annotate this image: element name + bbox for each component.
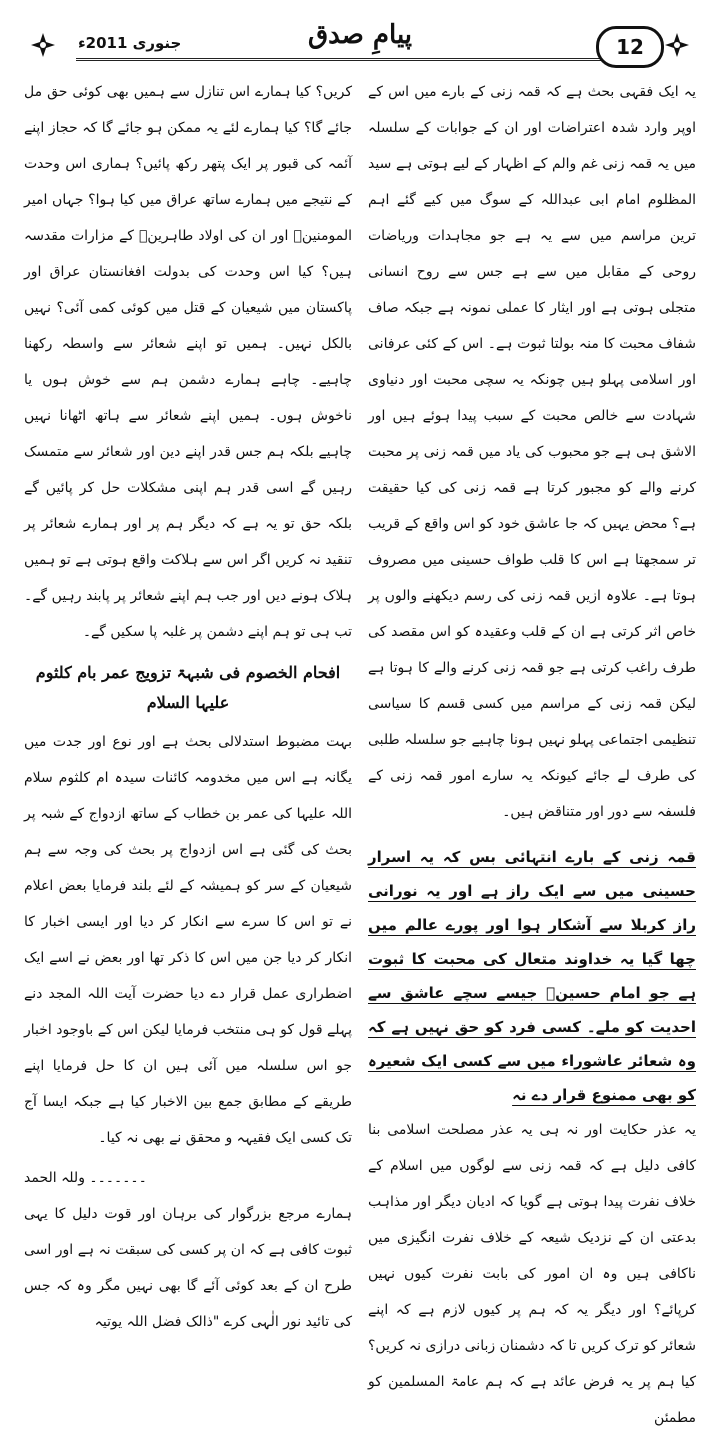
section-heading: افحام الخصوم فی شبہۃ تزویج عمر بام کلثوم علیہا السلام <box>35 663 341 712</box>
highlighted-passage: قمہ زنی کے بارے انتہائی بس کہ یہ اسرار حسینی میں سے ایک راز ہے اور یہ نورانی راز کربلا سے آشکار ہوا اور پورے عالم میں چھا گیا یہ خداوند متعال کی محبت کا ثبوت ہے جو امام حسینؑ جیسے سچے عاشق سے احدیت کو ملے۔ کسی فرد کو حق نہیں ہے کہ وہ شعائر عاشوراء میں سے کسی ایک شعیرہ کو بھی ممنوع قرار دے نہ <box>368 848 696 1104</box>
article-paragraph: یہ عذر حکایت اور نہ ہی یہ عذر مصلحت اسلامی بنا کافی دلیل ہے کہ قمہ زنی سے لوگوں میں اسلام کے خلاف نفرت پیدا ہوتی ہے گویا کہ ادیان دیگر اور مذاہب بدعتی ان کے نزدیک شیعہ کے خلاف نفرت انگیزی میں ناکافی ہیں وہ ان امور کی بابت نفرت کیوں نہیں کرپائے؟ اور دیگر یہ کہ ہم پر کیوں لازم ہے کہ اپنے شعائر کو ترک کریں تا کہ دشمنان زبانی درازی نہ کریں؟ کیا ہم پر یہ فرض عائد ہے کہ ہم عامۃ المسلمین کو مطمئن <box>368 1122 696 1426</box>
left-column <box>24 74 352 1330</box>
masthead: پیامِ صدق <box>307 20 413 50</box>
closing-phrase: ۔۔۔۔۔۔۔ وللہ الحمد <box>24 1170 147 1186</box>
article-paragraph: بہت مضبوط استدلالی بحث ہے اور نوع اور جدت میں یگانہ ہے اس میں مخدومہ کائنات سیدہ ام کلثوم سلام اللہ علیہا کی عمر بن خطاب کے ساتھ ازدواج کے شبہ پر بحث کی گئی ہے اس ازدواج پر بحث کی وجہ سے ہم شیعیان کے سر کو ہمیشہ کے لئے بلند فرمایا بعض اعلام نے تو اس کا سرے سے انکار کر دیا اور ایسی اخبار کا انکار کر دیا جن میں اس کا ذکر تھا اور بعض نے اسے ایک اضطراری عمل قرار دے دیا حضرت آیت اللہ المجد دنے پہلے قول کو ہی منتخب فرمایا لیکن اس کے باوجود اخبار جو اس سلسلہ میں آئی ہیں ان کا حل فرمایا اپنے طریقے کے مطابق جمع بین الاخبار کیا ہے جبکہ ایسا آج تک کسی ایک فقیہہ و محقق نے بھی نہ کیا۔ <box>24 734 352 1146</box>
floral-ornament-icon <box>664 32 690 58</box>
page-number: 12 <box>596 26 664 68</box>
article-paragraph: یہ ایک فقہی بحث ہے کہ قمہ زنی کے بارے میں اس کے اوپر وارد شدہ اعتراضات اور ان کے جوابات کے سلسلہ میں یہ قمہ زنی غم والم کے اظہار کے لیے ہوتی ہے سید المظلوم امام ابی عبداللہ کے سوگ میں کیے گئے اہم ترین مراسم میں سے یہ ہے جو مجاہدات وریاضات روحی کے مقابل میں سے ہے جس سے روح انسانی متجلی ہوتی ہے اور ایثار کا عملی نمونہ ہے جبکہ صاف شفاف محبت کا منہ بولتا ثبوت ہے۔ اس کے کئی عرفانی اور اسلامی پہلو ہیں چونکہ یہ سچی محبت اور دنیاوی شہادت سے خالص محبت کے سبب پیدا ہوئے ہیں اور الاشق ہی ہے جو محبوب کی یاد میں قمہ زنی پر محبت کرنے والے کو مجبور کرتا ہے قمہ زنی کی کیا حقیقت ہے؟ محض یہیں کہ جا عاشق خود کو اس واقع کے قریب تر سمجھتا ہے اس کا قلب طواف حسینی میں مصروف ہوتا ہے۔ علاوہ ازیں قمہ زنی کی رسم دیکھنے والوں پر خاص اثر کرتی ہے ان کے قلب وعقیدہ کو اس مقصد کی طرف راغب کرتی ہے جو قمہ زنی کرنے والے کا ہوتا ہے لیکن قمہ زنی کے مراسم میں کسی قسم کا سیاسی تنظیمی اجتماعی پہلو نہیں ہونا چاہیے جو سلسلہ طلبی کی طرف لے جائے کیونکہ یہ سارے امور قمہ زنی کے فلسفہ سے دور اور متناقض ہیں۔ <box>368 84 696 820</box>
page-header <box>18 18 702 68</box>
article-paragraph: کریں؟ کیا ہمارے اس تنازل سے ہمیں بھی کوئی حق مل جائے گا؟ کیا ہمارے لئے یہ ممکن ہو جائے گا کہ حجاز اپنے آئمہ کی قبور پر ایک پتھر رکھ پائیں؟ ہماری اس وحدت کے نتیجے میں ہمارے ساتھ عراق میں کیا ہوا؟ جہاں امیر المومنینؑ اور ان کی اولاد طاہرینؑ کے مزارات مقدسہ ہیں؟ کیا اس وحدت کی بدولت افغانستان عراق اور پاکستان میں شیعیان کے قتل میں کوئی کمی آئی؟ نہیں بالکل نہیں۔ ہمیں تو اپنے شعائر سے واسطہ رکھنا چاہیے۔ چاہے ہمارے دشمن ہم سے خوش ہوں یا ناخوش ہوں۔ ہمیں اپنے شعائر سے ہاتھ اٹھانا نہیں چاہیے بلکہ ہم جس قدر اپنے دین اور شعائر سے متمسک رہیں گے اسی قدر ہم اپنی مشکلات حل کر پائیں گے بلکہ حق تو یہ ہے کہ دیگر ہم پر اور ہمارے شعائر پر تنقید نہ کریں اگر اس سے ہلاکت واقع ہوتی ہے تو ہمیں ہلاک ہونے دیں اور جب ہم اپنے شعائر پر پابند رہیں گے۔ تب ہی تو ہم اپنے دشمن پر غلبہ پا سکیں گے۔ <box>24 84 352 640</box>
header-rule <box>76 58 644 61</box>
issue-date: جنوری 2011ء <box>78 34 182 52</box>
right-column <box>368 74 696 1426</box>
article-paragraph: ہمارے مرجع بزرگوار کی برہان اور قوت دلیل کا یہی ثبوت کافی ہے کہ ان پر کسی کی سبقت نہ ہے اور اسی طرح ان کے بعد کوئی آئے گا بھی نہیں مگر وہ کہ جس کی تائید نور الٰہی کرے "ذالک فضل اللہ یوتیہ <box>24 1206 352 1330</box>
